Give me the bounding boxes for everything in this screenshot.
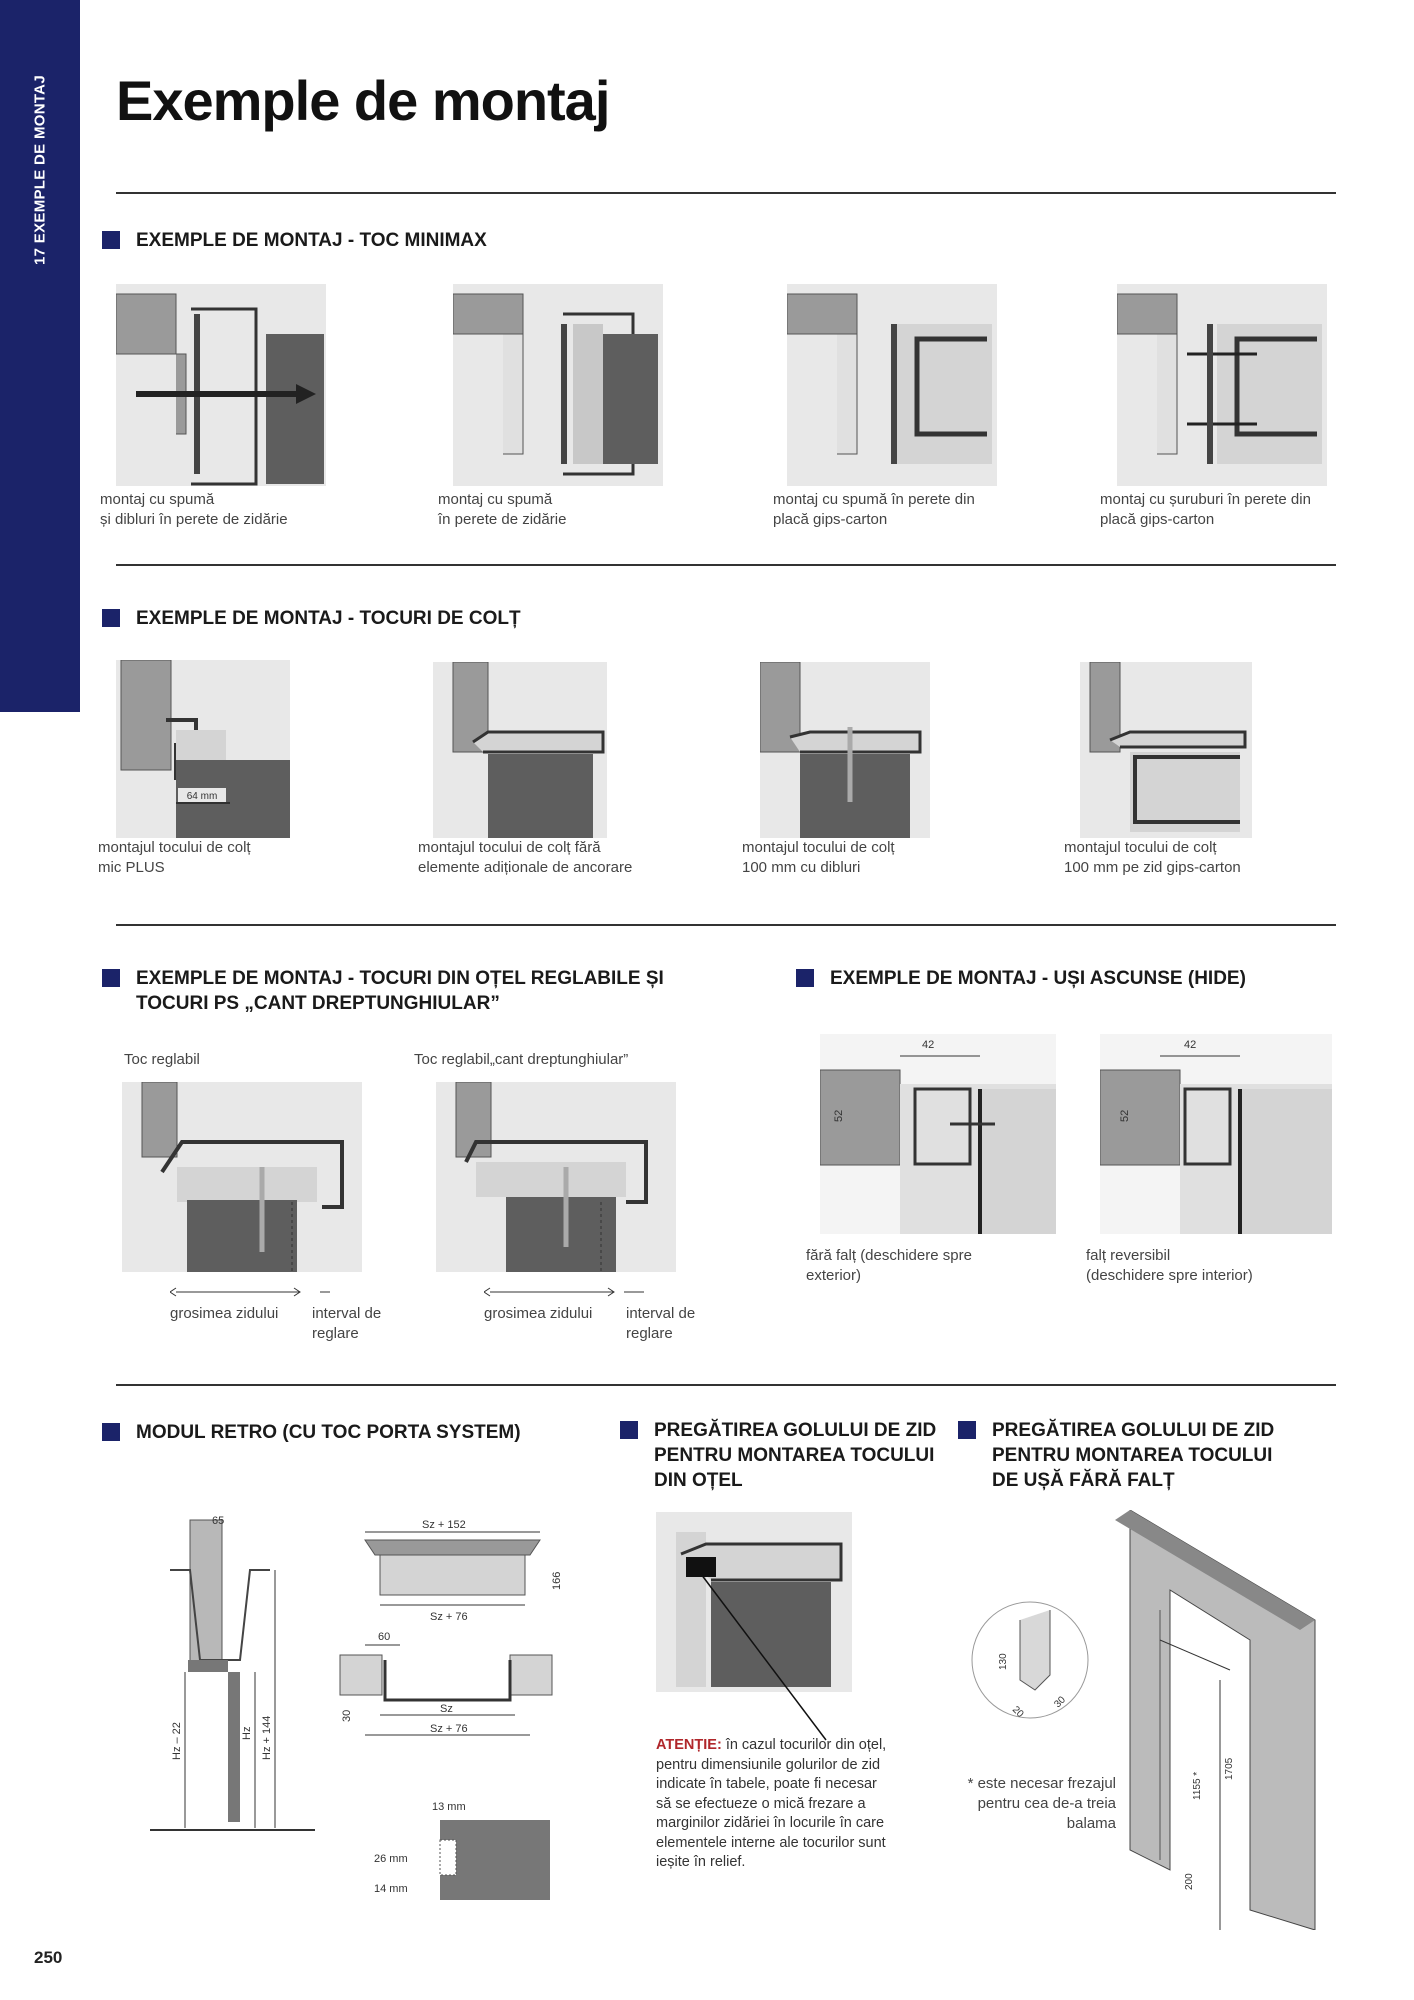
dimension-arrow-grosime-2 (484, 1286, 644, 1298)
dim-sz-152: Sz + 152 (422, 1519, 466, 1531)
caption-colt-3: montajul tocului de colț 100 mm cu dibluri (742, 839, 895, 876)
divider (116, 564, 1336, 566)
dim-30-small: 30 (1052, 1694, 1068, 1711)
caption-minimax-4: montaj cu șuruburi în perete din placă gips-carton (1100, 491, 1311, 528)
dim-sz-76-bottom: Sz + 76 (430, 1723, 468, 1735)
divider (116, 1384, 1336, 1386)
caption-colt-4: montajul tocului de colț 100 mm pe zid gips-carton (1064, 839, 1241, 876)
note-frezaj: * este necesar frezajul pentru cea de-a treia balama (967, 1775, 1116, 1832)
attention-text: în cazul tocurilor din oțel, pentru dimensiunile golurilor de zid indicate în tabele, poate fi necesar să se efectueze o mică frezare a marginilor zidăriei în locurile în care elementele interne ale tocurilor sunt ieșite în relief. (656, 1737, 887, 1870)
figure-minimax-2 (453, 284, 663, 486)
figure-retro (140, 1510, 570, 1930)
dim-200: 200 (1184, 1873, 1195, 1890)
caption-colt-2: montajul tocului de colț fără elemente adiționale de ancorare (418, 839, 633, 876)
figure-hide-1 (820, 1034, 1056, 1234)
label-toc-reglabil: Toc reglabil (124, 1051, 200, 1068)
figure-reglabil-2 (436, 1082, 676, 1272)
figure-golul-otel (656, 1512, 856, 1742)
side-tab-label: 17 EXEMPLE DE MONTAJ (31, 75, 49, 265)
label-grosimea-2: grosimea zidului (484, 1305, 593, 1322)
dim-1705: 1705 (1224, 1757, 1235, 1780)
caption-minimax-2: montaj cu spumă în perete de zidărie (438, 491, 567, 528)
dim-52-left: 52 (833, 1109, 845, 1122)
dim-42-left: 42 (922, 1039, 935, 1051)
divider (116, 924, 1336, 926)
dim-1155: 1155 * (1192, 1771, 1203, 1800)
attention-label: ATENȚIE: (656, 1737, 722, 1753)
figure-hide-2 (1100, 1034, 1332, 1234)
figure-colt-4 (1080, 662, 1252, 838)
section-title-reglabile: EXEMPLE DE MONTAJ - TOCURI DIN OȚEL REGLABILE ȘI TOCURI PS „CANT DREPTUNGHIULAR” (102, 966, 664, 1016)
caption-minimax-1: montaj cu spumă și dibluri în perete de zidărie (100, 491, 288, 528)
section-title-retro: MODUL RETRO (CU TOC PORTA SYSTEM) (102, 1420, 521, 1445)
section-title-golul-otel: PREGĂTIREA GOLULUI DE ZID PENTRU MONTAREA TOCULUI DIN OȚEL (620, 1418, 936, 1493)
caption-minimax-3: montaj cu spumă în perete din placă gips-carton (773, 491, 975, 528)
figure-minimax-3 (787, 284, 997, 486)
attention-note (656, 1736, 896, 1873)
dim-30: 30 (341, 1709, 353, 1722)
label-grosimea-1: grosimea zidului (170, 1305, 279, 1322)
dim-hz: Hz (241, 1726, 253, 1740)
caption-hide-1: fără falț (deschidere spre exterior) (806, 1247, 972, 1284)
figure-minimax-4 (1117, 284, 1327, 486)
dim-26mm: 26 mm (374, 1853, 408, 1865)
figure-colt-3 (760, 662, 930, 838)
figure-colt-2 (433, 662, 607, 838)
dim-166: 166 (551, 1571, 563, 1590)
label-interval-2: interval de reglare (626, 1305, 696, 1342)
figure-colt-1 (116, 660, 290, 838)
section-title-hide: EXEMPLE DE MONTAJ - UȘI ASCUNSE (HIDE) (796, 966, 1246, 991)
caption-hide-2: falț reversibil (deschidere spre interior) (1086, 1247, 1253, 1284)
dim-hz-22: Hz – 22 (171, 1722, 183, 1760)
dim-14mm: 14 mm (374, 1883, 408, 1895)
dim-60: 60 (378, 1631, 391, 1643)
dim-42-right: 42 (1184, 1039, 1197, 1051)
label-interval-1: interval de reglare (312, 1305, 382, 1342)
page-title: Exemple de montaj (116, 69, 610, 132)
figure-minimax-1 (116, 284, 326, 486)
dim-65: 65 (212, 1515, 225, 1527)
dim-sz: Sz (440, 1703, 453, 1715)
side-tab (0, 0, 80, 712)
section-title-colt: EXEMPLE DE MONTAJ - TOCURI DE COLȚ (102, 606, 521, 631)
label-toc-reglabil-cant: Toc reglabil„cant dreptunghiular” (414, 1051, 629, 1068)
caption-colt-1: montajul tocului de colț mic PLUS (98, 839, 251, 876)
figure-reglabil-1 (122, 1082, 362, 1272)
dim-hz-144: Hz + 144 (261, 1715, 273, 1760)
dim-130: 130 (998, 1653, 1009, 1670)
dim-13mm: 13 mm (432, 1801, 466, 1813)
dimension-arrow-grosime-1 (170, 1286, 330, 1298)
dim-20: 20 (1009, 1704, 1026, 1720)
section-title-minimax: EXEMPLE DE MONTAJ - TOC MINIMAX (102, 228, 487, 253)
divider (116, 192, 1336, 194)
figure-golul-fara-falt (970, 1510, 1320, 1930)
page-number: 250 (34, 1948, 63, 1967)
section-title-golul-fara-falt: PREGĂTIREA GOLULUI DE ZID PENTRU MONTAREA TOCULUI DE UȘĂ FĂRĂ FALȚ (958, 1418, 1274, 1493)
dim-sz-76-top: Sz + 76 (430, 1611, 468, 1623)
dim-52-right: 52 (1119, 1109, 1131, 1122)
dim-64mm: 64 mm (186, 791, 218, 802)
